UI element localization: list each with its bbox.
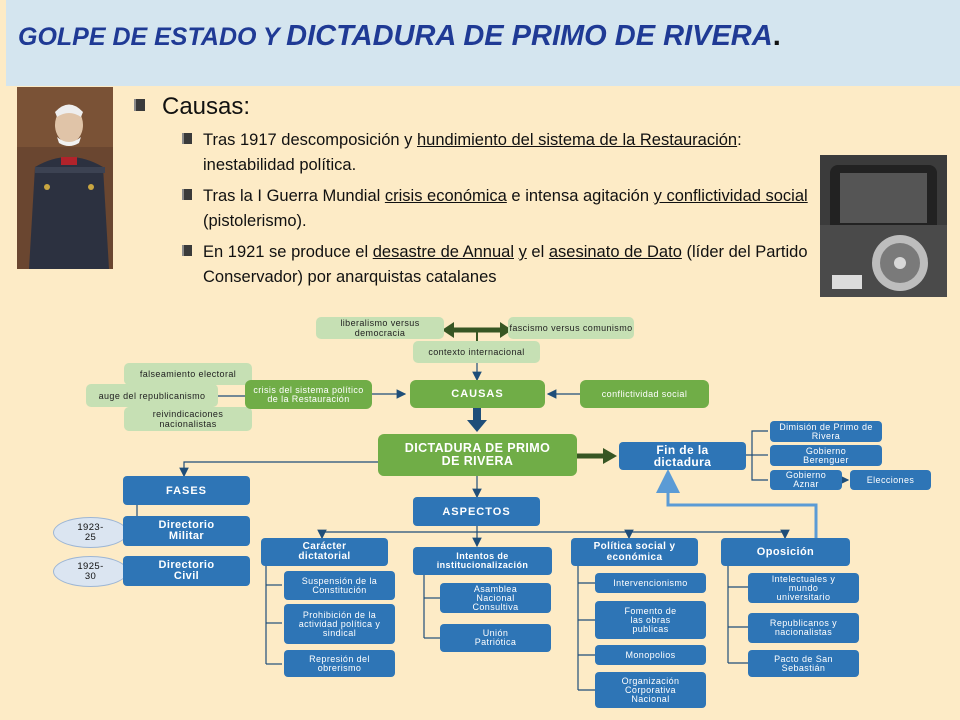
box-republicanos: Republicanos y nacionalistas — [748, 613, 859, 643]
box-fases: FASES — [123, 476, 250, 505]
title-dot: . — [772, 20, 781, 52]
oval-1923-25: 1923-25 — [53, 517, 128, 548]
title-part1: GOLPE DE ESTADO Y — [18, 23, 287, 51]
box-dictadura: DICTADURA DE PRIMO DE RIVERA — [378, 434, 577, 476]
box-intervencionismo: Intervencionismo — [595, 573, 706, 593]
box-reivindicaciones: reivindicaciones nacionalistas — [124, 407, 252, 431]
box-caracter-dictatorial: Carácter dictatorial — [261, 538, 388, 566]
box-directorio-civil: Directorio Civil — [123, 556, 250, 586]
box-contexto: contexto internacional — [413, 341, 540, 363]
title-part2: DICTADURA DE PRIMO DE RIVERA — [286, 20, 773, 52]
box-dimision: Dimisión de Primo de Rivera — [770, 421, 882, 442]
box-pacto: Pacto de San Sebastián — [748, 650, 859, 677]
box-falseamiento: falseamiento electoral — [124, 363, 252, 385]
causes-heading: Causas: — [130, 92, 820, 122]
box-crisis-sistema: crisis del sistema político de la Restauración — [245, 380, 372, 409]
box-politica: Política social y económica — [571, 538, 698, 566]
box-union-patriotica: Unión Patriótica — [440, 624, 551, 652]
cause-item-1: Tras 1917 descomposición y hundimiento del sistema de la Restauración: inestabilidad política. — [130, 128, 820, 178]
box-berenguer: Gobierno Berenguer — [770, 445, 882, 466]
box-directorio-militar: Directorio Militar — [123, 516, 250, 546]
box-fin-dictadura: Fin de la dictadura — [619, 442, 746, 470]
box-elecciones: Elecciones — [850, 470, 931, 490]
box-monopolios: Monopolios — [595, 645, 706, 665]
box-conflictividad: conflictividad social — [580, 380, 709, 408]
cause-item-2: Tras la I Guerra Mundial crisis económica e intensa agitación y conflictividad social (pistolerismo). — [130, 184, 820, 234]
box-fascismo: fascismo versus comunismo — [508, 317, 634, 339]
box-republicanismo: auge del republicanismo — [86, 384, 218, 407]
box-fomento: Fomento de las obras publicas — [595, 601, 706, 639]
box-organizacion: Organización Corporativa Nacional — [595, 672, 706, 708]
box-intentos: Intentos de institucionalización — [413, 547, 552, 575]
box-asamblea: Asamblea Nacional Consultiva — [440, 583, 551, 613]
box-causas: CAUSAS — [410, 380, 545, 408]
oval-1925-30: 1925-30 — [53, 556, 128, 587]
box-oposicion: Oposición — [721, 538, 850, 566]
box-aznar: Gobierno Aznar — [770, 470, 842, 490]
box-liberalismo: liberalismo versus democracia — [316, 317, 444, 339]
cause-item-3: En 1921 se produce el desastre de Annual y el asesinato de Dato (líder del Partido Conservador) por anarquistas catalanes — [130, 240, 820, 290]
box-intelectuales: Intelectuales y mundo universitario — [748, 573, 859, 603]
box-aspectos: ASPECTOS — [413, 497, 540, 526]
box-suspension: Suspensión de la Constitución — [284, 571, 395, 600]
box-represion: Represión del obrerismo — [284, 650, 395, 677]
box-prohibicion: Prohibición de la actividad política y sindical — [284, 604, 395, 644]
